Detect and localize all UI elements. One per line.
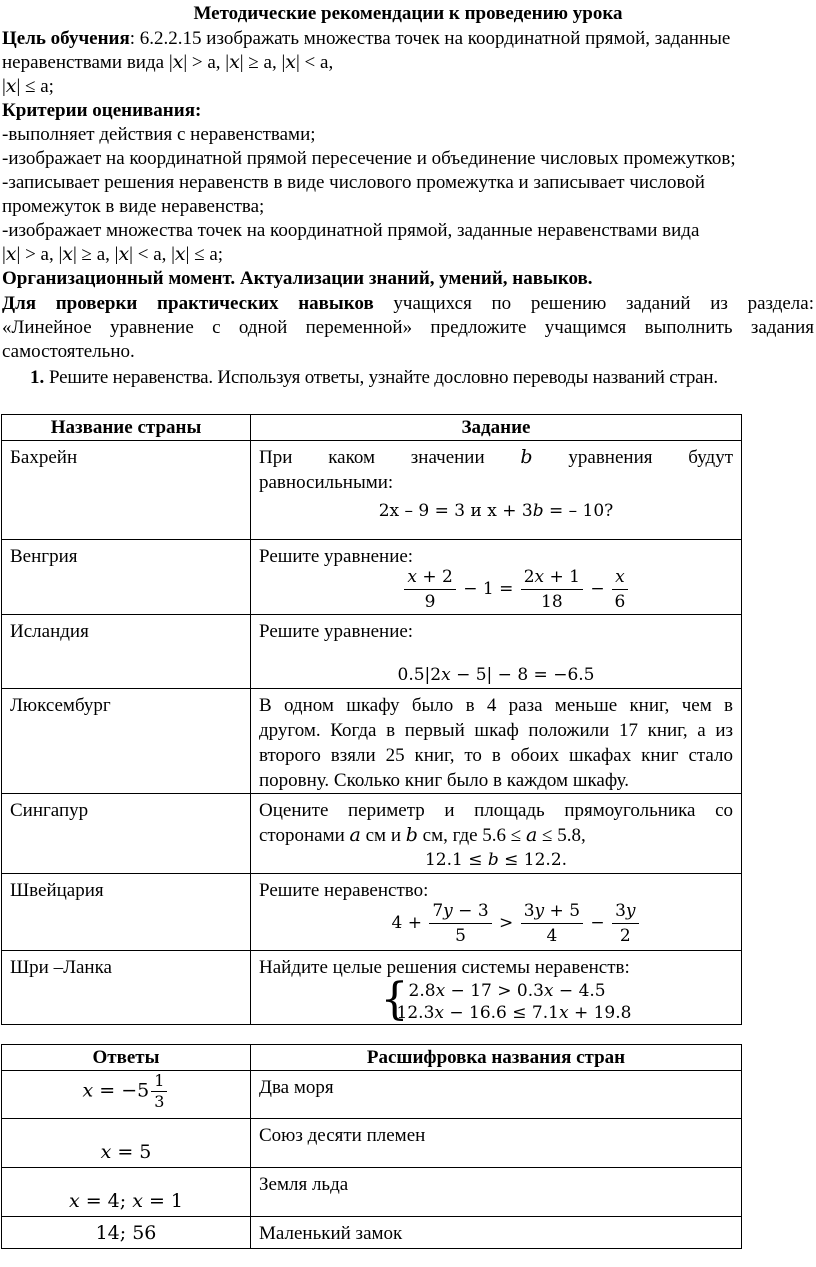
task-text: Оцените периметр и площадь прямоугольника со: [259, 800, 733, 821]
task-text: При каком значении 𝑏 уравнения будут: [259, 447, 733, 468]
table-header-row: [2, 415, 742, 441]
document-title: Методические рекомендации к проведению урока: [193, 3, 623, 24]
fraction: [404, 565, 455, 614]
countries-table: [1, 414, 742, 1025]
goal-text-1: : 6.2.2.15 изображать множества точек на координатной прямой, заданные: [129, 28, 731, 49]
answer-cell: [2, 1071, 251, 1119]
table-row: [2, 689, 742, 794]
numerator: 3𝑦: [612, 899, 638, 924]
task-cell: [251, 874, 742, 951]
meaning-cell: Союз десяти племен: [251, 1119, 742, 1168]
goal-text-2: неравенствами вида |𝑥| > a, |𝑥| ≥ a, |𝑥| < a,: [2, 52, 334, 73]
country-cell: Шри –Ланка: [2, 951, 251, 1025]
task-text: сторонами 𝑎 см и 𝑏 см, где 5.6 ≤ 𝑎 ≤ 5.8,: [259, 825, 586, 846]
equation: [259, 565, 733, 614]
table-row: [2, 1071, 742, 1119]
operator: −: [585, 579, 611, 599]
numerator: 𝑥: [612, 565, 628, 590]
table-row: [2, 1168, 742, 1217]
fraction: [612, 565, 628, 614]
system-line: 2.8𝑥 − 17 > 0.3𝑥 − 4.5: [408, 981, 606, 1001]
fraction: [612, 899, 638, 948]
criteria-item: -изображает множества точек на координатной прямой, заданные неравенствами вида: [2, 220, 700, 241]
numerator: 3𝑦 + 5: [521, 899, 583, 924]
denominator: 18: [541, 592, 563, 612]
column-header: Задание: [251, 415, 742, 441]
system: [380, 974, 632, 1025]
denominator: 6: [614, 592, 626, 612]
org-title: Организационный момент. Актуализации знаний, умений, навыков.: [2, 268, 593, 289]
fraction: [521, 899, 583, 948]
task-cell: [251, 540, 742, 615]
task-text: второго взяли 25 книг, то в обоих шкафах книг стало: [259, 745, 733, 766]
fraction: [521, 565, 583, 614]
country-cell: Бахрейн: [2, 441, 251, 540]
numerator: 𝑥 + 2: [404, 565, 455, 590]
table-row: [2, 615, 742, 689]
inequality: 12.1 ≤ 𝑏 ≤ 12.2.: [424, 850, 568, 870]
denominator: 5: [455, 926, 466, 946]
goal-line: [2, 27, 814, 51]
table-row: [2, 874, 742, 951]
column-header: Название страны: [2, 415, 251, 441]
denominator: 2: [619, 926, 631, 946]
numerator: 2𝑥 + 1: [521, 565, 583, 590]
operator: − 1 =: [457, 579, 519, 599]
meaning-cell: Два моря: [251, 1071, 742, 1119]
denominator: 4: [546, 926, 558, 946]
org-paragraph-text: учащихся по решению заданий из раздела:: [373, 293, 814, 314]
country-cell: Венгрия: [2, 540, 251, 615]
task-cell: [251, 794, 742, 874]
operator: −: [585, 913, 611, 933]
equation: 2x – 9 = 3 и x + 3𝑏 = – 10?: [378, 501, 614, 521]
goal-label: Цель обучения: [2, 28, 130, 49]
table-row: [2, 1119, 742, 1168]
task-text: Решите уравнение:: [259, 546, 414, 567]
criteria-item: -изображает на координатной прямой пересечение и объединение числовых промежутков;: [2, 148, 736, 169]
denominator: 9: [424, 592, 436, 612]
answer-cell: 14; 56: [2, 1217, 251, 1249]
operator: 4 +: [391, 913, 428, 933]
table-row: [2, 951, 742, 1025]
table-row: [2, 1217, 742, 1249]
fraction: [151, 1071, 167, 1112]
answer-value: 𝑥 = −5: [82, 1079, 150, 1102]
numerator: 7𝑦 − 3: [429, 899, 491, 924]
country-cell: Исландия: [2, 615, 251, 689]
answers-table: [1, 1044, 742, 1249]
equation: 0.5|2𝑥 − 5| − 8 = −6.5: [397, 665, 595, 685]
criteria-item: -выполняет действия с неравенствами;: [2, 124, 316, 145]
table-header-row: [2, 1045, 742, 1071]
numerator: 1: [154, 1071, 165, 1090]
org-paragraph-line-3: самостоятельно.: [2, 341, 135, 362]
org-paragraph-line-2: «Линейное уравнение с одной переменной» предложите учащимся выполнить задания: [2, 317, 814, 338]
answer-cell: 𝑥 = 4; 𝑥 = 1: [2, 1168, 251, 1217]
country-cell: Сингапур: [2, 794, 251, 874]
task-text: В одном шкафу было в 4 раза меньше книг, чем в: [259, 695, 733, 716]
denominator: 3: [151, 1091, 167, 1112]
task-line: [30, 366, 814, 390]
country-cell: Люксембург: [2, 689, 251, 794]
table-row: [2, 794, 742, 874]
column-header: Ответы: [2, 1045, 251, 1071]
inequality-system: [259, 974, 733, 1025]
criteria-item: -записывает решения неравенств в виде числового промежутка и записывает числовой: [2, 172, 705, 193]
task-text: Решите неравенство:: [259, 880, 429, 901]
answer-cell: 𝑥 = 5: [2, 1119, 251, 1168]
task-text: Решите неравенства. Используя ответы, узнайте дословно переводы названий стран.: [49, 367, 718, 388]
task-text: Решите уравнение:: [259, 621, 414, 642]
brace-icon: {: [380, 974, 409, 1025]
task-cell: [251, 689, 742, 794]
country-cell: Швейцария: [2, 874, 251, 951]
system-line: 12.3𝑥 − 16.6 ≤ 7.1𝑥 + 19.8: [396, 1003, 632, 1023]
task-cell: [251, 441, 742, 540]
criteria-item: |𝑥| > a, |𝑥| ≥ a, |𝑥| < a, |𝑥| ≤ a;: [2, 244, 224, 265]
table-row: [2, 540, 742, 615]
task-cell: [251, 615, 742, 689]
column-header: Расшифровка названия стран: [251, 1045, 742, 1071]
inequality: [259, 899, 733, 948]
task-number: 1.: [30, 367, 45, 388]
operator: >: [493, 913, 519, 933]
fraction: [429, 899, 491, 948]
task-text: другом. Когда в первый шкаф положили 17 книг, а из: [259, 720, 733, 741]
org-paragraph-line-1: [2, 292, 814, 316]
task-text: поровну. Сколько книг было в каждом шкафу.: [259, 770, 630, 791]
table-row: [2, 441, 742, 540]
criteria-title: Критерии оценивания:: [2, 100, 202, 121]
org-paragraph-bold: Для проверки практических навыков: [2, 293, 374, 314]
criteria-item: промежуток в виде неравенства;: [2, 196, 265, 217]
goal-text-3: |𝑥| ≤ a;: [2, 76, 54, 97]
meaning-cell: Маленький замок: [251, 1217, 742, 1249]
task-text: равносильными:: [259, 472, 394, 493]
task-cell: [251, 951, 742, 1025]
task-text: Найдите целые решения системы неравенств:: [259, 957, 630, 978]
meaning-cell: Земля льда: [251, 1168, 742, 1217]
